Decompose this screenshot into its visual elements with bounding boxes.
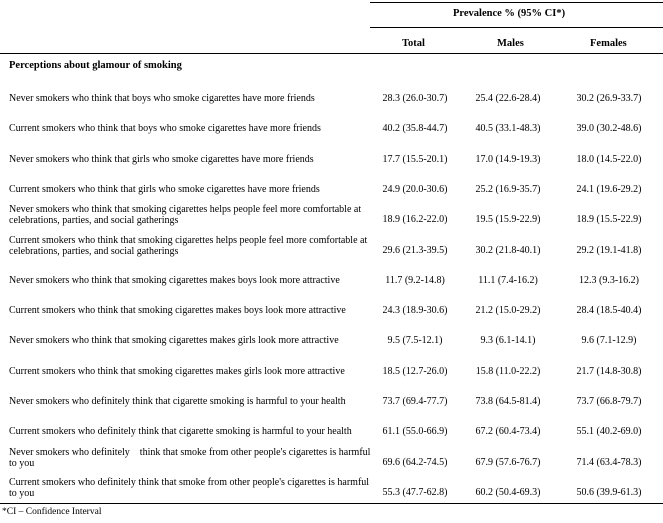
row-value-females: 30.2 (26.9-33.7) bbox=[576, 93, 642, 104]
row-label: Never smokers who think that girls who smoke cigarettes have more friends bbox=[9, 153, 314, 165]
row-label: Never smokers who definitely think that cigarette smoking is harmful to your health bbox=[9, 396, 346, 407]
row-value-males: 21.2 (15.0-29.2) bbox=[475, 305, 541, 317]
row-label: Current smokers who definitely think that smoke from other people's cigarettes is harmful to you bbox=[9, 476, 372, 499]
row-value-total: 9.5 (7.5-12.1) bbox=[387, 335, 443, 347]
row-value-males: 67.9 (57.6-76.7) bbox=[475, 456, 541, 468]
table-row bbox=[0, 416, 663, 447]
row-value-total: 11.7 (9.2-14.8) bbox=[385, 274, 445, 286]
row-label: Current smokers who think that boys who smoke cigarettes have more friends bbox=[9, 123, 321, 135]
table-row bbox=[0, 265, 663, 296]
row-value-total: 18.9 (16.2-22.0) bbox=[382, 214, 448, 226]
group-header-rule bbox=[370, 27, 663, 28]
row-label: Never smokers who think that smoking cigarettes helps people feel more comfortable at celebrations, parties, and social gatherings bbox=[9, 204, 364, 227]
table-row bbox=[0, 83, 663, 114]
table-row bbox=[0, 295, 663, 326]
row-value-total: 18.5 (12.7-26.0) bbox=[382, 365, 448, 377]
row-value-females: 18.9 (15.5-22.9) bbox=[576, 214, 642, 226]
row-value-males: 19.5 (15.9-22.9) bbox=[475, 214, 541, 226]
row-value-total: 24.3 (18.9-30.6) bbox=[382, 305, 448, 317]
row-value-total: 28.3 (26.0-30.7) bbox=[382, 93, 448, 104]
row-value-total: 55.3 (47.7-62.8) bbox=[382, 486, 448, 498]
row-label: Never smokers who definitely think that smoke from other people's cigarettes is harmful to you bbox=[9, 446, 373, 469]
row-value-total: 73.7 (69.4-77.7) bbox=[382, 396, 448, 407]
table-row bbox=[0, 447, 663, 478]
row-value-males: 73.8 (64.5-81.4) bbox=[475, 396, 541, 407]
row-label: Never smokers who think that smoking cigarettes makes boys look more attractive bbox=[9, 274, 340, 286]
section-title: Perceptions about glamour of smoking bbox=[9, 60, 182, 71]
prevalence-group-header: Prevalence % (95% CI*) bbox=[453, 8, 566, 19]
row-value-males: 17.0 (14.9-19.3) bbox=[475, 153, 541, 165]
row-label: Current smokers who think that girls who smoke cigarettes have more friends bbox=[9, 183, 320, 195]
table-row bbox=[0, 356, 663, 387]
row-value-males: 40.5 (33.1-48.3) bbox=[475, 123, 541, 135]
row-value-females: 55.1 (40.2-69.0) bbox=[576, 426, 642, 438]
row-value-females: 29.2 (19.1-41.8) bbox=[576, 244, 642, 256]
row-value-females: 39.0 (30.2-48.6) bbox=[576, 123, 642, 135]
table-row bbox=[0, 204, 663, 235]
table-row bbox=[0, 113, 663, 144]
row-value-females: 9.6 (7.1-12.9) bbox=[581, 335, 637, 347]
table-row bbox=[0, 235, 663, 266]
row-value-total: 61.1 (55.0-66.9) bbox=[382, 426, 448, 438]
table-row bbox=[0, 144, 663, 175]
column-header-females: Females bbox=[590, 38, 627, 49]
row-value-total: 69.6 (64.2-74.5) bbox=[382, 456, 448, 468]
row-label: Never smokers who think that boys who smoke cigarettes have more friends bbox=[9, 93, 315, 104]
row-value-females: 71.4 (63.4-78.3) bbox=[576, 456, 642, 468]
row-value-males: 30.2 (21.8-40.1) bbox=[475, 244, 541, 256]
row-value-total: 24.9 (20.0-30.6) bbox=[382, 183, 448, 195]
table-row bbox=[0, 174, 663, 205]
column-header-total: Total bbox=[402, 38, 425, 49]
row-value-males: 60.2 (50.4-69.3) bbox=[475, 486, 541, 498]
header-bottom-rule bbox=[0, 53, 663, 54]
row-label: Current smokers who definitely think that cigarette smoking is harmful to your health bbox=[9, 426, 352, 438]
row-value-females: 50.6 (39.9-61.3) bbox=[576, 486, 642, 498]
row-value-males: 25.4 (22.6-28.4) bbox=[475, 93, 541, 104]
row-value-males: 67.2 (60.4-73.4) bbox=[475, 426, 541, 438]
table-bottom-rule bbox=[0, 503, 663, 504]
row-value-females: 12.3 (9.3-16.2) bbox=[579, 274, 639, 286]
row-value-total: 29.6 (21.3-39.5) bbox=[382, 244, 448, 256]
row-value-females: 28.4 (18.5-40.4) bbox=[576, 305, 642, 317]
table-row bbox=[0, 386, 663, 417]
footnote: *CI – Confidence Interval bbox=[2, 507, 102, 517]
row-label: Current smokers who think that smoking cigarettes helps people feel more comfortable at celebrations, parties, and social gatherings bbox=[9, 234, 370, 257]
row-value-total: 17.7 (15.5-20.1) bbox=[382, 153, 448, 165]
table-row bbox=[0, 325, 663, 356]
row-value-females: 73.7 (66.8-79.7) bbox=[576, 396, 642, 407]
column-header-males: Males bbox=[497, 38, 524, 49]
row-value-males: 25.2 (16.9-35.7) bbox=[475, 183, 541, 195]
row-value-females: 21.7 (14.8-30.8) bbox=[576, 365, 642, 377]
row-label: Current smokers who think that smoking cigarettes makes boys look more attractive bbox=[9, 305, 346, 317]
row-label: Never smokers who think that smoking cigarettes makes girls look more attractive bbox=[9, 335, 339, 347]
row-label: Current smokers who think that smoking cigarettes makes girls look more attractive bbox=[9, 365, 345, 377]
row-value-females: 24.1 (19.6-29.2) bbox=[576, 183, 642, 195]
row-value-males: 11.1 (7.4-16.2) bbox=[478, 274, 538, 286]
top-rule-values bbox=[370, 2, 663, 3]
row-value-total: 40.2 (35.8-44.7) bbox=[382, 123, 448, 135]
row-value-males: 15.8 (11.0-22.2) bbox=[475, 365, 541, 377]
row-value-males: 9.3 (6.1-14.1) bbox=[480, 335, 536, 347]
row-value-females: 18.0 (14.5-22.0) bbox=[576, 153, 642, 165]
